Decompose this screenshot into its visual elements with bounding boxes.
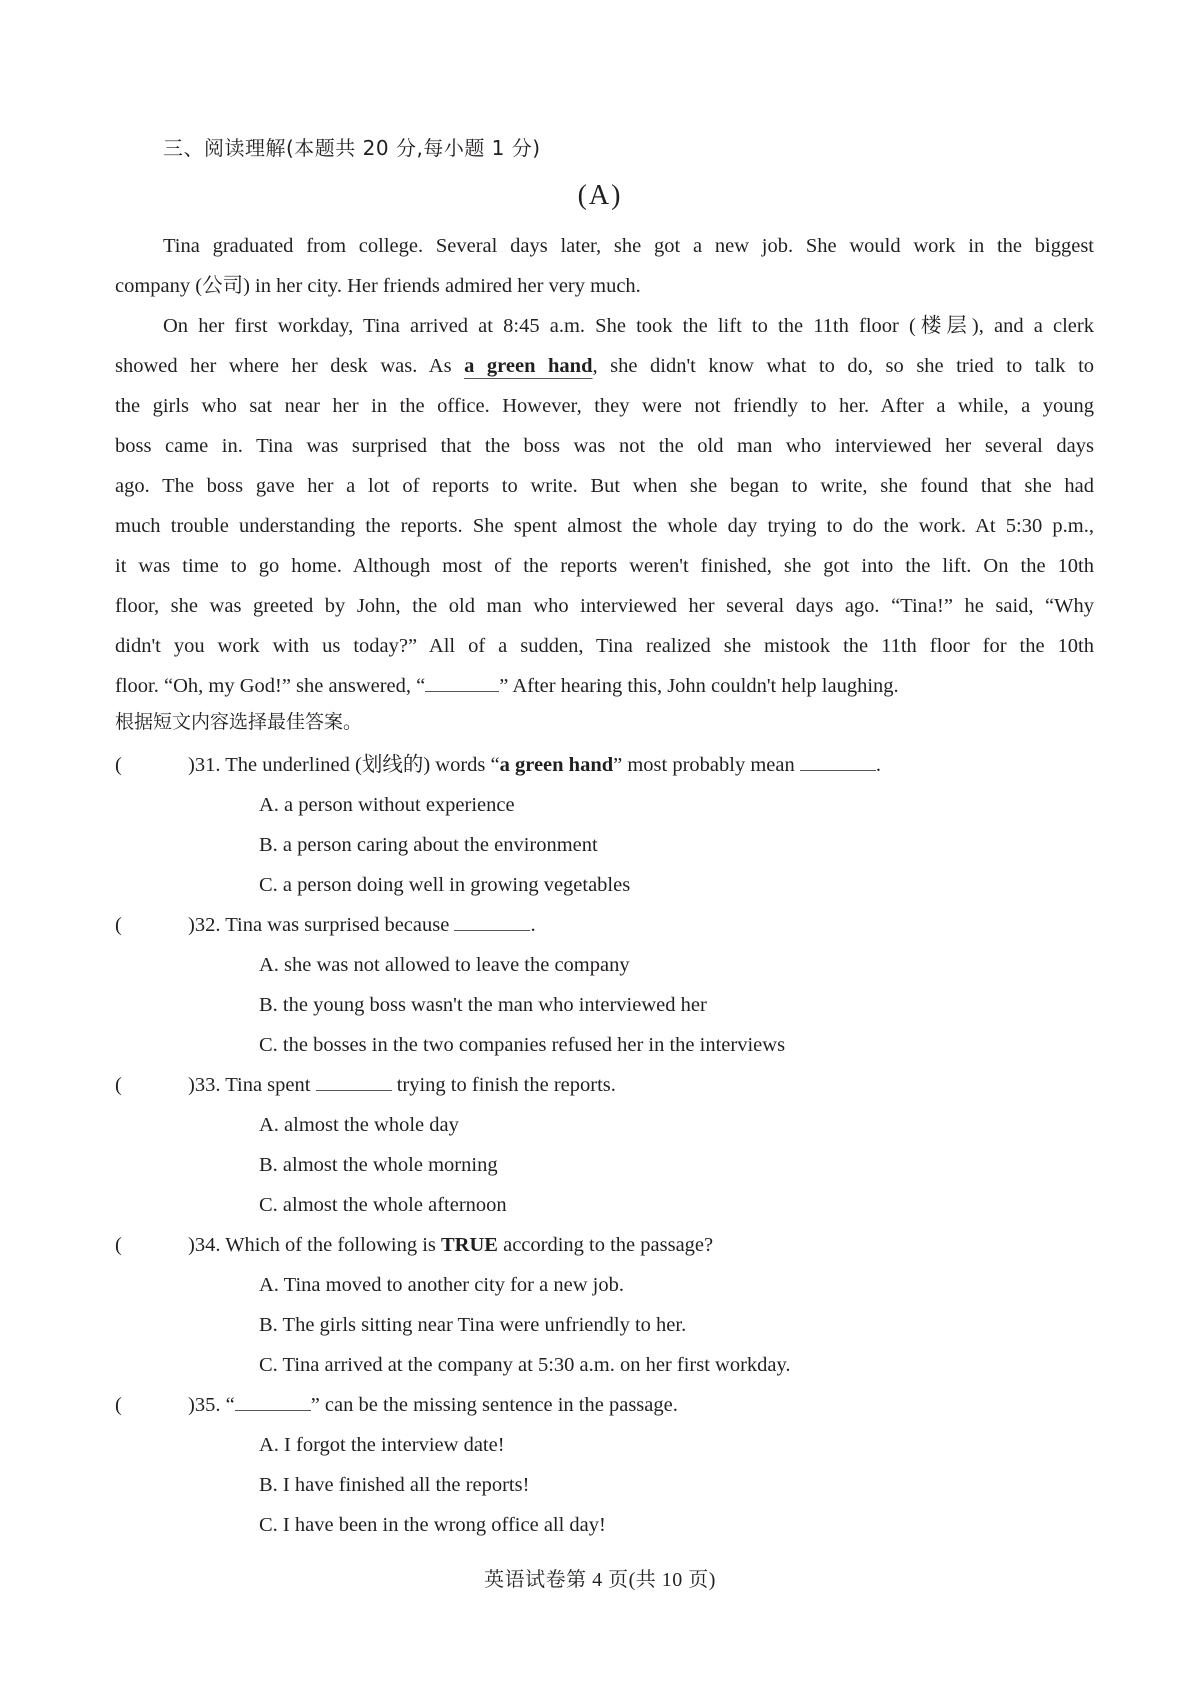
question-32 xyxy=(0,905,1200,945)
question-31 xyxy=(0,745,1200,785)
question-33 xyxy=(0,1065,1200,1105)
reading-passage xyxy=(115,226,1094,706)
underlined-phrase: a green hand xyxy=(464,355,593,377)
passage-line: company (公司) in her city. Her friends admired her very much. xyxy=(115,275,641,297)
option-32-c[interactable]: C. the bosses in the two companies refused her in the interviews xyxy=(259,1034,786,1056)
option-34-b[interactable]: B. The girls sitting near Tina were unfriendly to her. xyxy=(259,1314,687,1336)
passage-line: it was time to go home. Although most of the reports weren't finished, she got into the lift. On the 10th xyxy=(115,555,1094,577)
question-34 xyxy=(0,1225,1200,1265)
answer-paren-open[interactable]: ( xyxy=(115,914,122,936)
question-stem: )34. Which of the following is TRUE according to the passage? xyxy=(188,1234,714,1256)
answer-blank[interactable] xyxy=(800,752,876,771)
answer-blank[interactable] xyxy=(425,673,499,692)
passage-line: floor. “Oh, my God!” she answered, “ ” After hearing this, John couldn't help laughing. xyxy=(115,675,899,697)
question-stem: )31. The underlined (划线的) words “a green hand” most probably mean . xyxy=(188,754,881,776)
option-33-b[interactable]: B. almost the whole morning xyxy=(259,1154,498,1176)
passage-label: (A) xyxy=(577,180,623,211)
option-35-b[interactable]: B. I have finished all the reports! xyxy=(259,1474,530,1496)
page-footer: 英语试卷第 4 页(共 10 页) xyxy=(484,1569,716,1591)
passage-line: On her first workday, Tina arrived at 8:45 a.m. She took the lift to the 11th floor (楼层), and a clerk xyxy=(163,315,1094,337)
option-34-a[interactable]: A. Tina moved to another city for a new job. xyxy=(259,1274,624,1296)
answer-paren-open[interactable]: ( xyxy=(115,1074,122,1096)
question-stem: )33. Tina spent trying to finish the reports. xyxy=(188,1074,616,1096)
option-31-c[interactable]: C. a person doing well in growing vegetables xyxy=(259,874,631,896)
option-35-c[interactable]: C. I have been in the wrong office all day! xyxy=(259,1514,606,1536)
passage-line: the girls who sat near her in the office. However, they were not friendly to her. After a while, a young xyxy=(115,395,1094,417)
answer-paren-open[interactable]: ( xyxy=(115,1394,122,1416)
passage-line: floor, she was greeted by John, the old man who interviewed her several days ago. “Tina!” he said, “Why xyxy=(115,595,1094,617)
option-31-a[interactable]: A. a person without experience xyxy=(259,794,515,816)
question-stem: )32. Tina was surprised because . xyxy=(188,914,536,936)
question-35 xyxy=(0,1385,1200,1425)
option-33-c[interactable]: C. almost the whole afternoon xyxy=(259,1194,507,1216)
passage-line: showed her where her desk was. As a green hand, she didn't know what to do, so she tried to talk to xyxy=(115,355,1095,377)
passage-line: ago. The boss gave her a lot of reports to write. But when she began to write, she found that she had xyxy=(115,475,1094,497)
passage-line: didn't you work with us today?” All of a sudden, Tina realized she mistook the 11th floor for the 10th xyxy=(115,635,1094,657)
instruction-text: 根据短文内容选择最佳答案。 xyxy=(115,711,363,733)
answer-paren-open[interactable]: ( xyxy=(115,1234,122,1256)
option-32-a[interactable]: A. she was not allowed to leave the company xyxy=(259,954,630,976)
option-31-b[interactable]: B. a person caring about the environment xyxy=(259,834,598,856)
question-list xyxy=(0,745,1200,1545)
passage-line: boss came in. Tina was surprised that the boss was not the old man who interviewed her several days xyxy=(115,435,1094,457)
question-stem: )35. “ ” can be the missing sentence in the passage. xyxy=(188,1394,678,1416)
passage-line: much trouble understanding the reports. She spent almost the whole day trying to do the work. At 5:30 p.m., xyxy=(115,515,1094,537)
option-34-c[interactable]: C. Tina arrived at the company at 5:30 a.m. on her first workday. xyxy=(259,1354,791,1376)
answer-paren-open[interactable]: ( xyxy=(115,754,122,776)
passage-line: Tina graduated from college. Several days later, she got a new job. She would work in the biggest xyxy=(163,235,1094,257)
option-33-a[interactable]: A. almost the whole day xyxy=(259,1114,459,1136)
answer-blank[interactable] xyxy=(454,912,530,931)
answer-blank[interactable] xyxy=(316,1072,392,1091)
option-32-b[interactable]: B. the young boss wasn't the man who interviewed her xyxy=(259,994,707,1016)
answer-blank[interactable] xyxy=(235,1392,311,1411)
option-35-a[interactable]: A. I forgot the interview date! xyxy=(259,1434,505,1456)
section-heading: 三、阅读理解(本题共 20 分,每小题 1 分) xyxy=(163,136,541,160)
